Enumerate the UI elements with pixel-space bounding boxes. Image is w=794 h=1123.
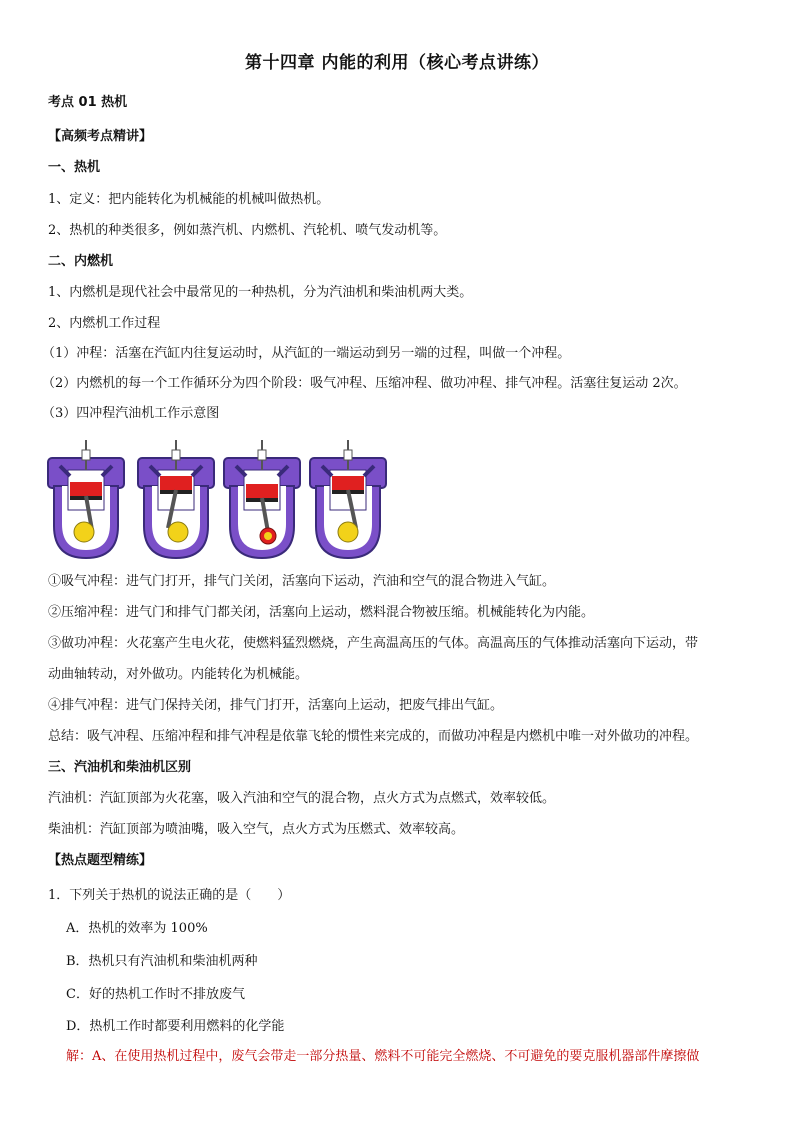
- page-title: 第十四章 内能的利用（核心考点讲练）: [245, 53, 549, 73]
- engine-exhaust-stroke-illustration: [308, 436, 388, 562]
- paragraph: 2、热机的种类很多，例如蒸汽机、内燃机、汽轮机、喷气发动机等。: [48, 223, 447, 238]
- option-c: C．好的热机工作时不排放废气: [66, 987, 245, 1002]
- paragraph: 1、内燃机是现代社会中最常见的一种热机，分为汽油机和柴油机两大类。: [48, 285, 473, 300]
- engine-intake-stroke-illustration: [46, 436, 126, 562]
- stroke-intake: ①吸气冲程：进气门打开，排气门关闭，活塞向下运动，汽油和空气的混合物进入气缸。: [48, 574, 556, 589]
- stroke-power: ③做功冲程：火花塞产生电火花，使燃料猛烈燃烧，产生高温高压的气体。高温高压的气体推动活塞向下运动，带: [48, 636, 699, 651]
- question: 1．下列关于热机的说法正确的是（ ）: [48, 888, 291, 903]
- paragraph: 2、内燃机工作过程: [48, 316, 161, 331]
- section-tag: 【高频考点精讲】: [48, 129, 153, 144]
- diesel-engine-note: 柴油机：汽缸顶部为喷油嘴，吸入空气，点火方式为压燃式、效率较高。: [48, 822, 465, 837]
- heading-heat-engine: 一、热机: [48, 160, 101, 175]
- stroke-power-continued: 动曲轴转动，对外做功。内能转化为机械能。: [48, 667, 309, 682]
- answer-explanation: 解：A、在使用热机过程中，废气会带走一部分热量、燃料不可能完全燃烧、不可避免的要克服机器部件摩擦做: [66, 1049, 700, 1064]
- option-a: A．热机的效率为 100%: [66, 921, 208, 936]
- option-b: B．热机只有汽油机和柴油机两种: [66, 954, 258, 969]
- practice-tag: 【热点题型精练】: [48, 853, 153, 868]
- paragraph: （1）冲程：活塞在汽缸内往复运动时，从汽缸的一端运动到另一端的过程，叫做一个冲程。: [42, 346, 571, 361]
- gasoline-engine-note: 汽油机：汽缸顶部为火花塞，吸入汽油和空气的混合物，点火方式为点燃式，效率较低。: [48, 791, 556, 806]
- kaodian-heading: 考点 01 热机: [48, 95, 128, 110]
- heading-gas-vs-diesel: 三、汽油机和柴油机区别: [48, 760, 192, 775]
- stroke-compression: ②压缩冲程：进气门和排气门都关闭，活塞向上运动，燃料混合物被压缩。机械能转化为内能。: [48, 605, 595, 620]
- paragraph: 1、定义：把内能转化为机械能的机械叫做热机。: [48, 192, 330, 207]
- heading-internal-combustion: 二、内燃机: [48, 254, 114, 269]
- paragraph: （3）四冲程汽油机工作示意图: [42, 406, 220, 421]
- engine-compression-stroke-illustration: [136, 436, 216, 562]
- option-d: D．热机工作时都要利用燃料的化学能: [66, 1019, 285, 1034]
- engine-power-stroke-illustration: [222, 436, 302, 562]
- stroke-exhaust: ④排气冲程：进气门保持关闭，排气门打开，活塞向上运动，把废气排出气缸。: [48, 698, 504, 713]
- paragraph: （2）内燃机的每一个工作循环分为四个阶段：吸气冲程、压缩冲程、做功冲程、排气冲程。活塞往复运动 2次。: [42, 376, 687, 391]
- four-stroke-engine-diagram: [46, 436, 406, 562]
- summary: 总结：吸气冲程、压缩冲程和排气冲程是依靠飞轮的惯性来完成的，而做功冲程是内燃机中唯一对外做功的冲程。: [48, 729, 699, 744]
